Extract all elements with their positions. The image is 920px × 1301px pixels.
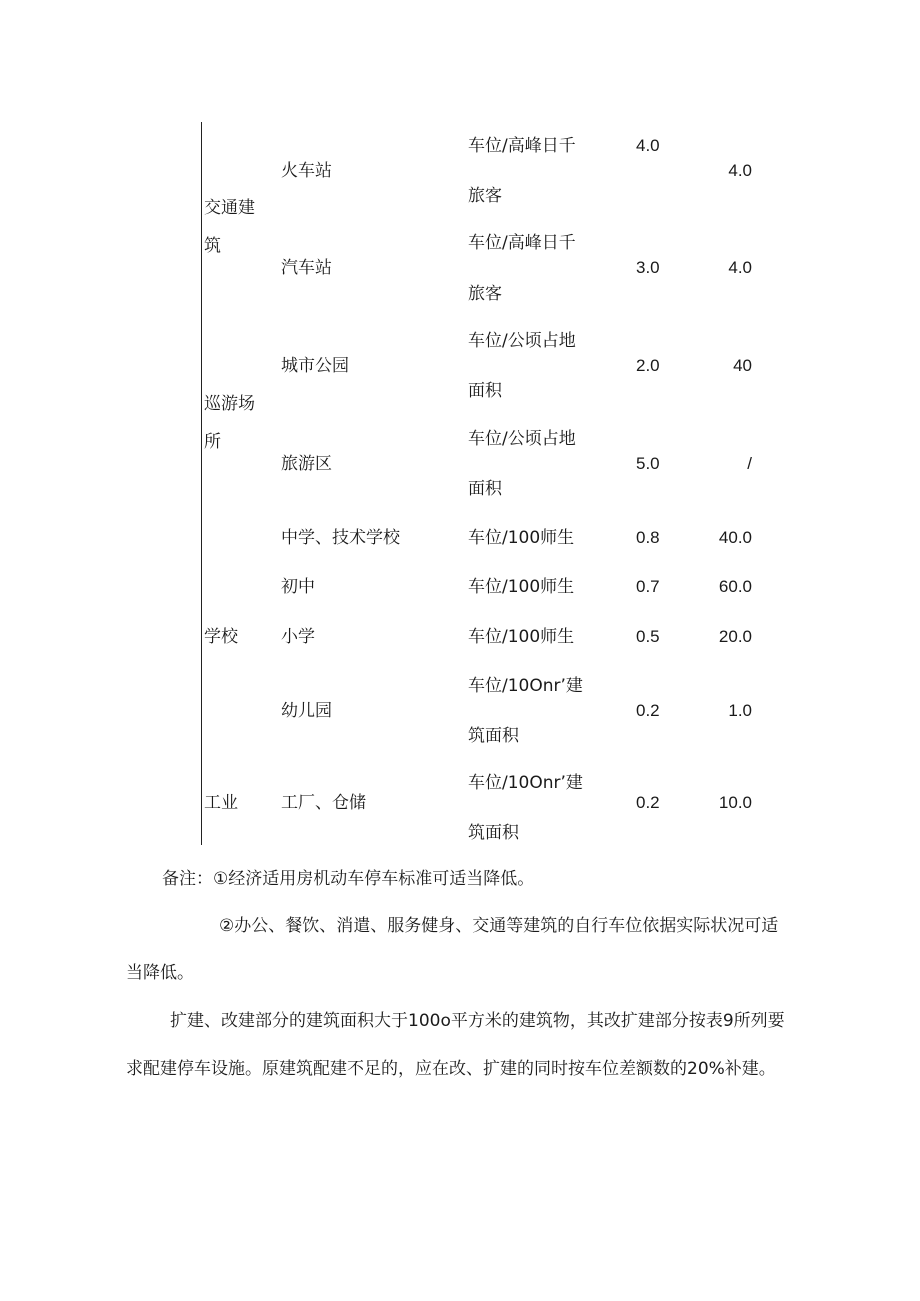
table-cell-unit-line2: 筑面积 xyxy=(468,823,519,843)
table-cell-motor: 0.8 xyxy=(636,528,660,547)
table-cell-type: 幼儿园 xyxy=(281,701,332,721)
table-cell-unit: 车位/100师生 xyxy=(468,577,575,597)
table-cell-unit-line2: 筑面积 xyxy=(468,726,519,746)
table-cell-type: 火车站 xyxy=(281,161,332,181)
table-cell-bike: 40 xyxy=(733,356,752,375)
category-school: 学校 xyxy=(204,627,238,647)
category-transport-line1: 交通建 xyxy=(204,198,255,218)
table-cell-motor: 2.0 xyxy=(636,356,660,375)
table-cell-unit-line2: 旅客 xyxy=(468,186,502,206)
table-cell-motor: 0.7 xyxy=(636,577,660,596)
table-cell-unit: 车位/100师生 xyxy=(468,627,575,647)
table-cell-unit-line1: 车位/10Onr’建 xyxy=(468,773,583,793)
table-cell-motor: 3.0 xyxy=(636,258,660,277)
table-left-border xyxy=(201,122,202,845)
paragraph-line2: 求配建停车设施。原建筑配建不足的，应在改、扩建的同时按车位差额数的20%补建。 xyxy=(126,1059,776,1079)
table-cell-bike: 10.0 xyxy=(718,793,752,812)
category-tour-line1: 巡游场 xyxy=(204,394,255,414)
table-cell-bike: 4.0 xyxy=(728,258,752,277)
table-cell-bike: / xyxy=(747,454,752,473)
note-2-line2: 当降低。 xyxy=(126,963,194,983)
table-cell-unit-line1: 车位/公顷占地 xyxy=(468,429,576,449)
table-cell-type: 旅游区 xyxy=(281,454,332,474)
table-cell-unit-line1: 车位/公顷占地 xyxy=(468,331,576,351)
category-transport-line2: 筑 xyxy=(204,236,221,256)
table-cell-unit-line1: 车位/高峰日千 xyxy=(468,233,576,253)
table-cell-unit-line1: 车位/10Onr’建 xyxy=(468,676,583,696)
table-cell-motor: 4.0 xyxy=(636,136,660,155)
table-cell-bike: 20.0 xyxy=(718,627,752,646)
table-cell-type: 汽车站 xyxy=(281,258,332,278)
table-cell-bike: 40.0 xyxy=(718,528,752,547)
note-1: 备注：①经济适用房机动车停车标准可适当降低。 xyxy=(162,869,535,889)
table-cell-type: 城市公园 xyxy=(281,356,349,376)
category-industry: 工业 xyxy=(204,793,238,813)
category-tour-line2: 所 xyxy=(204,432,221,452)
table-cell-type: 小学 xyxy=(281,627,315,647)
table-cell-motor: 0.2 xyxy=(636,701,660,720)
table-cell-motor: 0.5 xyxy=(636,627,660,646)
table-cell-motor: 0.2 xyxy=(636,793,660,812)
note-2-line1: ②办公、餐饮、消遣、服务健身、交通等建筑的自行车位依据实际状况可适 xyxy=(219,916,779,936)
table-cell-unit-line2: 旅客 xyxy=(468,284,502,304)
table-cell-bike: 60.0 xyxy=(718,577,752,596)
table-cell-bike: 1.0 xyxy=(728,701,752,720)
table-cell-unit: 车位/100师生 xyxy=(468,528,575,548)
table-cell-unit-line2: 面积 xyxy=(468,479,502,499)
table-cell-bike: 4.0 xyxy=(728,161,752,180)
table-cell-type: 工厂、仓储 xyxy=(281,793,366,813)
table-cell-unit-line1: 车位/高峰日千 xyxy=(468,136,576,156)
table-cell-type: 中学、技术学校 xyxy=(281,528,400,548)
table-cell-unit-line2: 面积 xyxy=(468,381,502,401)
paragraph-line1: 扩建、改建部分的建筑面积大于100o平方米的建筑物，其改扩建部分按表9所列要 xyxy=(170,1011,785,1031)
table-cell-type: 初中 xyxy=(281,577,315,597)
table-cell-motor: 5.0 xyxy=(636,454,660,473)
